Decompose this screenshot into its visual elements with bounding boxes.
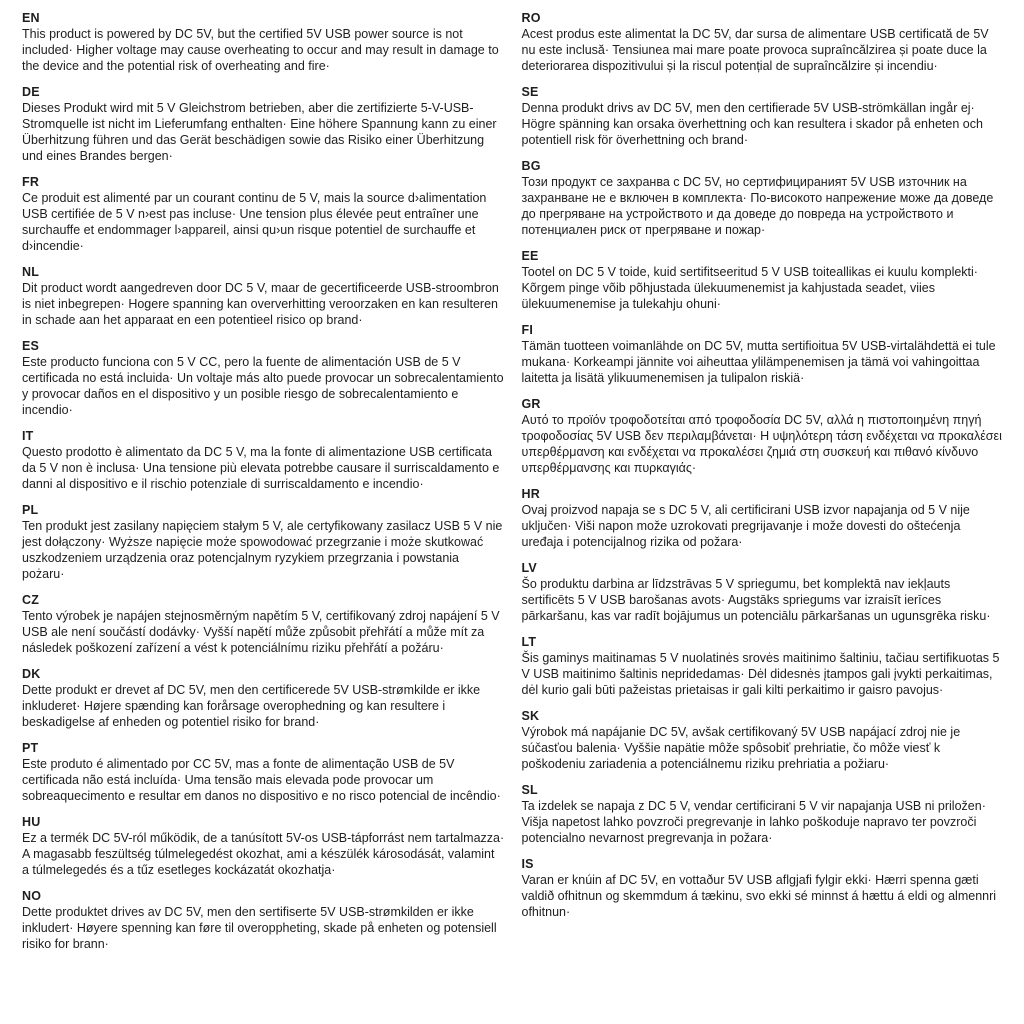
lang-text-is: Varan er knúin af DC 5V, en vottaður 5V USB aflgjafi fylgir ekki· Hærri spenna gæti valdið ofhitnun og skemmdum á tækinu, svo ekki sé minnst á hættu á eldi og almennri ofhitnun· xyxy=(521,873,997,919)
lang-code-sl: SL xyxy=(521,783,538,797)
lang-section-de xyxy=(22,84,505,164)
lang-section-it xyxy=(22,428,505,492)
lang-text-hr: Ovaj proizvod napaja se s DC 5 V, ali certificirani USB izvor napajanja od 5 V nije uključen· Viši napon može uzrokovati pregrijavanje i može dovesti do oštećenja uređaja i potencijalnog rizika od požara· xyxy=(521,503,970,549)
lang-code-lv: LV xyxy=(521,561,537,575)
lang-code-lt: LT xyxy=(521,635,537,649)
lang-section-pl xyxy=(22,502,505,582)
lang-section-sl xyxy=(522,782,1005,846)
lang-code-sk: SK xyxy=(521,709,540,723)
lang-section-lt xyxy=(522,634,1005,698)
lang-section-ee xyxy=(522,248,1005,312)
lang-code-is: IS xyxy=(521,857,534,871)
left-column xyxy=(22,10,505,1024)
lang-text-fi: Tämän tuotteen voimanlähde on DC 5V, mutta sertifioitua 5V USB-virtalähdettä ei tule mukana· Korkeampi jännite voi aiheuttaa ylilämpenemisen ja tämä voi vahingoittaa laitetta ja lisätä ylikuumenemisen ja tulipalon riskiä· xyxy=(521,339,996,385)
lang-section-dk xyxy=(22,666,505,730)
lang-section-hr xyxy=(522,486,1005,550)
lang-section-sk xyxy=(522,708,1005,772)
lang-code-nl: NL xyxy=(22,265,40,279)
lang-code-ro: RO xyxy=(521,11,541,25)
lang-code-se: SE xyxy=(521,85,539,99)
lang-text-hu: Ez a termék DC 5V-ról működik, de a tanúsított 5V-os USB-tápforrást nem tartalmazza· A magasabb feszültség túlmelegedést okozhat, ami a készülék károsodását, valamint a túlmelegedés és a tűz esetleges kockázatát okozhatja· xyxy=(22,831,505,877)
lang-text-dk: Dette produkt er drevet af DC 5V, men den certificerede 5V USB-strømkilde er ikke inkluderet· Højere spænding kan forårsage overophedning og kan resultere i beskadigelse af enheden og potentiel risiko for brand· xyxy=(22,683,481,729)
lang-text-es: Este producto funciona con 5 V CC, pero la fuente de alimentación USB de 5 V certificada no está incluida· Un voltaje más alto puede provocar un sobrecalentamiento y provocar daños en el dispositivo y un posible riesgo de sobrecalentamiento e incendio· xyxy=(22,355,504,417)
lang-text-sl: Ta izdelek se napaja z DC 5 V, vendar certificirani 5 V vir napajanja USB ni priložen· Višja napetost lahko povzroči pregrevanje in lahko poškoduje napravo ter povzroči potencialno nevarnost pregrevanja in požara· xyxy=(521,799,986,845)
lang-section-nl xyxy=(22,264,505,328)
lang-code-fr: FR xyxy=(22,175,40,189)
lang-code-de: DE xyxy=(22,85,40,99)
lang-section-lv xyxy=(522,560,1005,624)
lang-section-en xyxy=(22,10,505,74)
lang-section-pt xyxy=(22,740,505,804)
lang-text-ro: Acest produs este alimentat la DC 5V, dar sursa de alimentare USB certificată de 5V nu este inclusă· Tensiunea mai mare poate provoca supraîncălzirea și poate duce la deteriorarea dispozitivului și la riscul potențial de supraîncălzire și incendiu· xyxy=(521,27,989,73)
lang-text-en: This product is powered by DC 5V, but the certified 5V USB power source is not included· Higher voltage may cause overheating to occur and may result in damage to the device and the potential risk of overheating and fire· xyxy=(22,27,499,73)
lang-text-gr: Αυτό το προϊόν τροφοδοτείται από τροφοδοσία DC 5V, αλλά η πιστοποιημένη πηγή τροφοδοσίας 5V USB δεν περιλαμβάνεται· Η υψηλότερη τάση ενδέχεται να προκαλέσει υπερθέρμανση και ενδέχεται να προκαλέσει ζημιά στη συσκευή και πιθανό κίνδυνο υπερθέρμανσης και πυρκαγιάς· xyxy=(521,413,1002,475)
lang-section-hu xyxy=(22,814,505,878)
lang-text-fr: Ce produit est alimenté par un courant continu de 5 V, mais la source d›alimentation USB certifiée de 5 V n›est pas incluse· Une tension plus élevée peut entraîner une surchauffe et endommager l›appareil, ainsi qu›un risque potentiel de surchauffe et d›incendie· xyxy=(22,191,487,253)
lang-code-it: IT xyxy=(22,429,34,443)
lang-text-lv: Šo produktu darbina ar līdzstrāvas 5 V spriegumu, bet komplektā nav iekļauts sertificēts 5 V USB barošanas avots· Augstāks spriegums var izraisīt ierīces pārkaršanu, kas var radīt bojājumus un potenciālu pārkaršanas un ugunsgrēka risku· xyxy=(521,577,991,623)
lang-section-bg xyxy=(522,158,1005,238)
lang-text-it: Questo prodotto è alimentato da DC 5 V, ma la fonte di alimentazione USB certificata da 5 V non è inclusa· Una tensione più elevata potrebbe causare il surriscaldamento e danni al dispositivo e il rischio potenziale di surriscaldamento e incendio· xyxy=(22,445,500,491)
lang-section-ro xyxy=(522,10,1005,74)
lang-text-nl: Dit product wordt aangedreven door DC 5 V, maar de gecertificeerde USB-stroombron is niet inbegrepen· Hogere spanning kan oververhitting veroorzaken en kan resulteren in schade aan het apparaat en een potentieel risico op brand· xyxy=(22,281,499,327)
lang-code-pt: PT xyxy=(22,741,39,755)
lang-text-ee: Tootel on DC 5 V toide, kuid sertifitseeritud 5 V USB toiteallikas ei kuulu komplekti· Kõrgem pinge võib põhjustada ülekuumenemist ja kahjustada seadet, viies ülekuumenemise ja tulekahju ohuni· xyxy=(521,265,978,311)
lang-section-is xyxy=(522,856,1005,920)
lang-code-fi: FI xyxy=(521,323,534,337)
lang-code-pl: PL xyxy=(22,503,39,517)
right-column xyxy=(522,10,1005,1024)
lang-code-bg: BG xyxy=(521,159,541,173)
lang-section-se xyxy=(522,84,1005,148)
lang-text-no: Dette produktet drives av DC 5V, men den sertifiserte 5V USB-strømkilden er ikke inkludert· Høyere spenning kan føre til overoppheting, skade på enheten og potensiell risiko for brann· xyxy=(22,905,497,951)
lang-text-lt: Šis gaminys maitinamas 5 V nuolatinės srovės maitinimo šaltiniu, tačiau sertifikuotas 5 V USB maitinimo šaltinis nepridedamas· Dėl didesnės įtampos gali įvykti perkaitimas, dėl kurio gali būti pažeistas prietaisas ir gali kilti perkaitimo ir gaisro pavojus· xyxy=(521,651,1000,697)
lang-text-de: Dieses Produkt wird mit 5 V Gleichstrom betrieben, aber die zertifizierte 5-V-USB-Stromquelle ist nicht im Lieferumfang enthalten· Eine höhere Spannung kann zu einer Überhitzung führen und das Gerät beschädigen sowie das Risiko einer Überhitzung und eines Brandes bergen· xyxy=(22,101,497,163)
lang-section-no xyxy=(22,888,505,952)
lang-text-sk: Výrobok má napájanie DC 5V, avšak certifikovaný 5V USB napájací zdroj nie je súčasťou balenia· Vyššie napätie môže spôsobiť prehriatie, čo môže viesť k poškodeniu zariadenia a potenciálnemu riziku prehriatia a požiaru· xyxy=(521,725,961,771)
lang-text-pl: Ten produkt jest zasilany napięciem stałym 5 V, ale certyfikowany zasilacz USB 5 V nie jest dołączony· Wyższe napięcie może spowodować przegrzanie i może skutkować uszkodzeniem urządzenia oraz potencjalnym ryzykiem przegrzania i powstania pożaru· xyxy=(22,519,503,581)
lang-code-no: NO xyxy=(22,889,42,903)
lang-code-cz: CZ xyxy=(22,593,40,607)
lang-text-pt: Este produto é alimentado por CC 5V, mas a fonte de alimentação USB de 5V certificada não está incluída· Uma tensão mais elevada pode provocar um sobreaquecimento e resultar em danos no dispositivo e no risco potencial de incêndio· xyxy=(22,757,501,803)
lang-code-en: EN xyxy=(22,11,40,25)
lang-section-fi xyxy=(522,322,1005,386)
lang-code-gr: GR xyxy=(521,397,541,411)
lang-code-hr: HR xyxy=(521,487,540,501)
lang-section-cz xyxy=(22,592,505,656)
lang-section-es xyxy=(22,338,505,418)
lang-section-gr xyxy=(522,396,1005,476)
lang-text-bg: Този продукт се захранва с DC 5V, но сертифицираният 5V USB източник на захранване не е включен в комплекта· По-високото напрежение може да доведе до прегряване на устройството и да доведе до повреда на устройството и потенциален риск от прегряване и пожар· xyxy=(521,175,994,237)
lang-code-dk: DK xyxy=(22,667,41,681)
lang-section-fr xyxy=(22,174,505,254)
lang-text-se: Denna produkt drivs av DC 5V, men den certifierade 5V USB-strömkällan ingår ej· Högre spänning kan orsaka överhettning och kan resultera i skador på enheten och potentiell risk för överhettning och brand· xyxy=(521,101,983,147)
lang-code-es: ES xyxy=(22,339,40,353)
lang-code-ee: EE xyxy=(521,249,539,263)
lang-code-hu: HU xyxy=(22,815,41,829)
lang-text-cz: Tento výrobek je napájen stejnosměrným napětím 5 V, certifikovaný zdroj napájení 5 V USB ale není součástí dodávky· Vyšší napětí může způsobit přehřátí a může mít za následek poškození zařízení a vést k potenciálnímu riziku přehřátí a požáru· xyxy=(22,609,500,655)
